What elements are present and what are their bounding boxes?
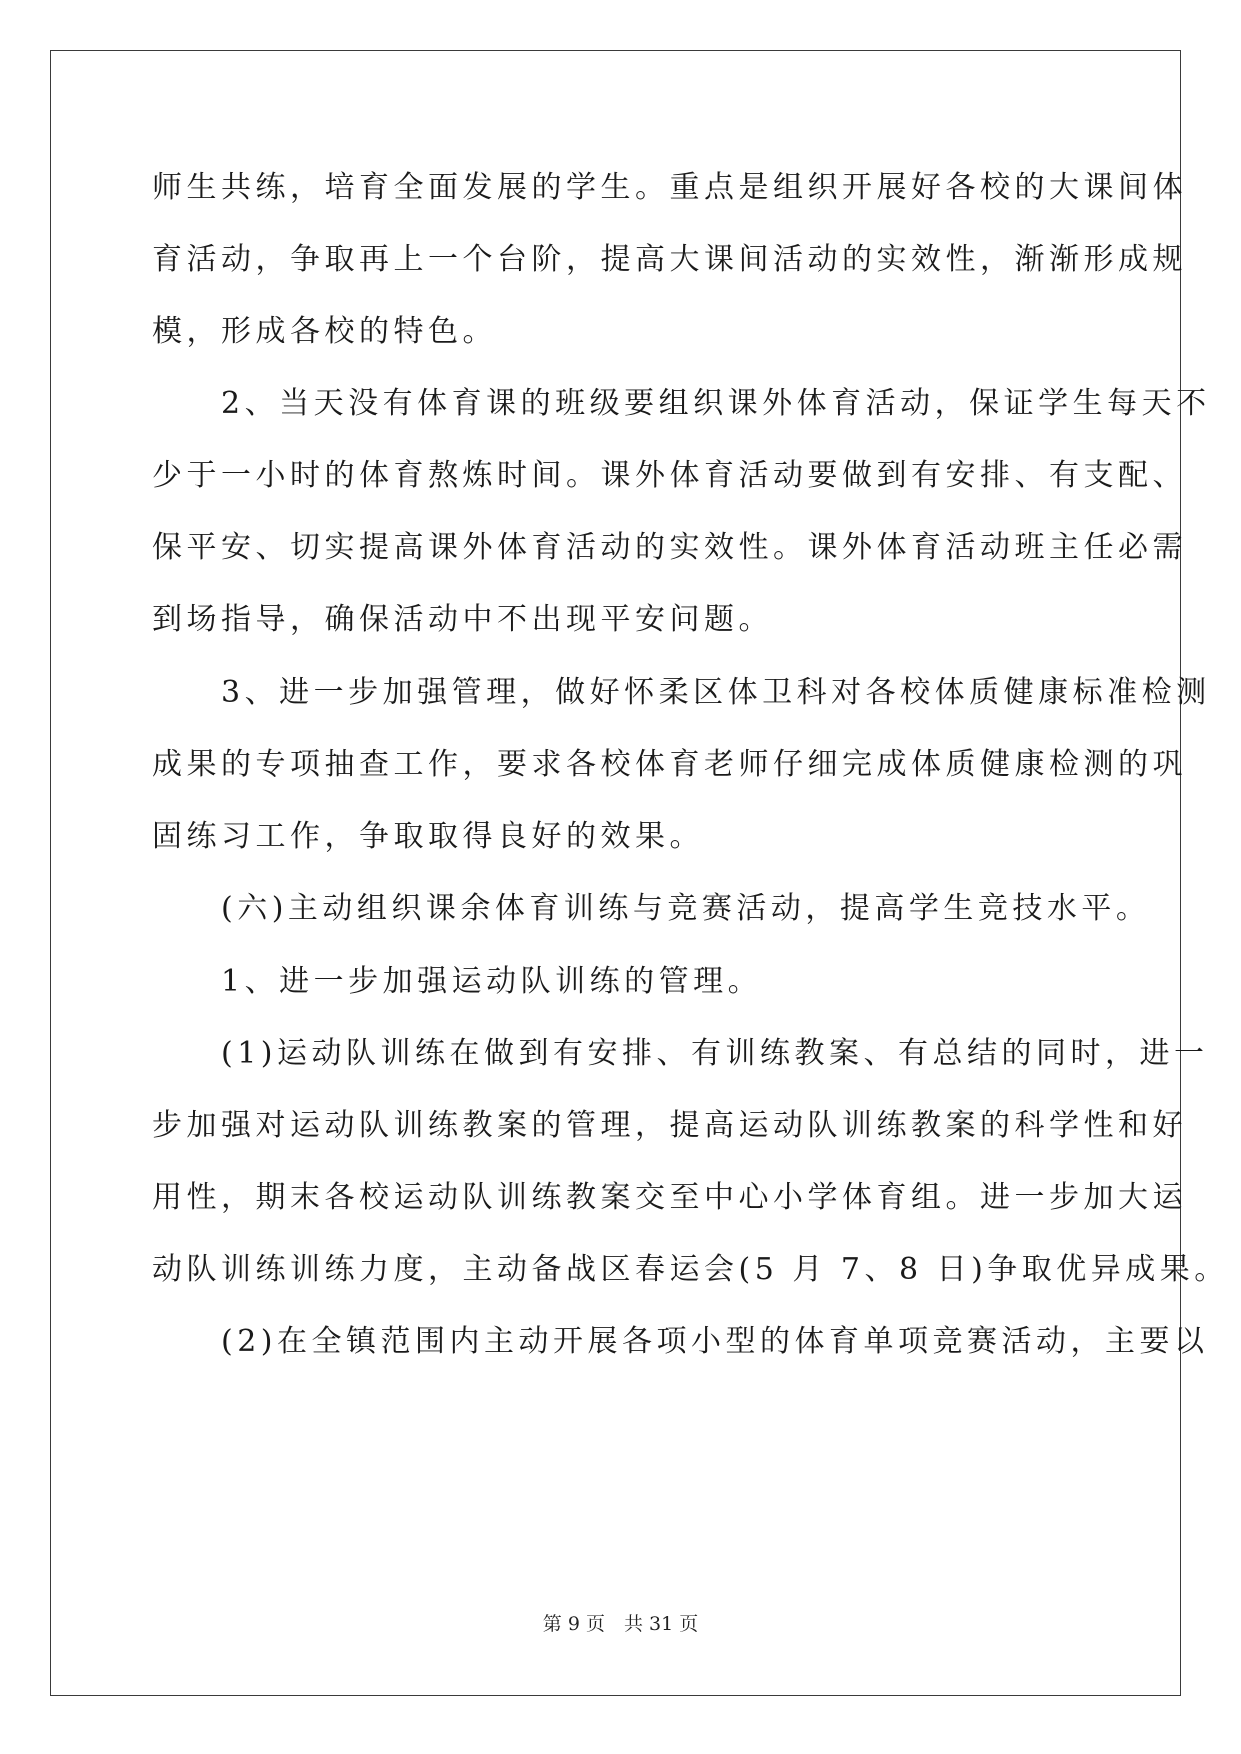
text-line: 模，形成各校的特色。 xyxy=(152,314,497,349)
text-line: 育活动，争取再上一个台阶，提高大课间活动的实效性，渐渐形成规 xyxy=(152,242,1187,277)
text-line: 用性，期末各校运动队训练教案交至中心小学体育组。进一步加大运 xyxy=(152,1180,1187,1215)
text-line: (2)在全镇范围内主动开展各项小型的体育单项竞赛活动，主要以 xyxy=(152,1324,1209,1359)
text-line: 师生共练，培育全面发展的学生。重点是组织开展好各校的大课间体 xyxy=(152,170,1187,205)
text-line: 动队训练训练力度，主动备战区春运会(5 月 7、8 日)争取优异成果。 xyxy=(152,1252,1229,1287)
text-line: 少于一小时的体育熬炼时间。课外体育活动要做到有安排、有支配、 xyxy=(152,458,1187,493)
text-line: 步加强对运动队训练教案的管理，提高运动队训练教案的科学性和好 xyxy=(152,1108,1187,1143)
text-line: (六)主动组织课余体育训练与竞赛活动，提高学生竞技水平。 xyxy=(152,891,1151,926)
page-border xyxy=(50,50,1181,1696)
text-line: 1、进一步加强运动队训练的管理。 xyxy=(152,964,763,999)
text-line: 成果的专项抽查工作，要求各校体育老师仔细完成体质健康检测的巩 xyxy=(152,747,1187,782)
text-line: 3、进一步加强管理，做好怀柔区体卫科对各校体质健康标准检测 xyxy=(152,675,1211,710)
text-line: (1)运动队训练在做到有安排、有训练教案、有总结的同时，进一 xyxy=(152,1036,1209,1071)
text-line: 2、当天没有体育课的班级要组织课外体育活动，保证学生每天不 xyxy=(152,386,1211,421)
text-line: 保平安、切实提高课外体育活动的实效性。课外体育活动班主任必需 xyxy=(152,530,1187,565)
page-number: 第 9 页 共 31 页 xyxy=(542,1613,699,1635)
text-line: 固练习工作，争取取得良好的效果。 xyxy=(152,819,704,854)
text-line: 到场指导，确保活动中不出现平安问题。 xyxy=(152,602,773,637)
